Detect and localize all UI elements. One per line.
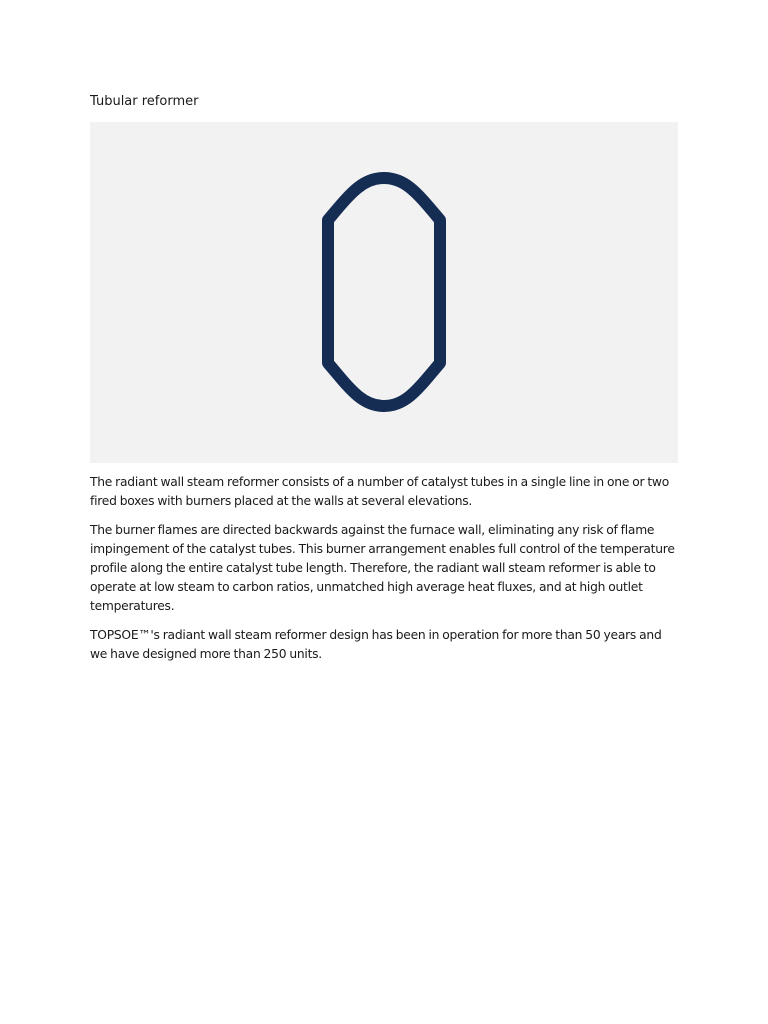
paragraph: The radiant wall steam reformer consists of a number of catalyst tubes in a single line in one or two fired boxes with burners placed at the walls at several elevations. — [90, 475, 669, 508]
paragraph: TOPSOE™'s radiant wall steam reformer design has been in operation for more than 50 years and we have designed more than 250 units. — [90, 628, 662, 661]
body-text — [90, 473, 680, 674]
tube-outline-shape — [328, 178, 440, 406]
tube-outline-icon — [90, 122, 678, 463]
paragraph: The burner flames are directed backwards against the furnace wall, eliminating any risk of flame impingement of the catalyst tubes. This burner arrangement enables full control of the temperature profile along the entire catalyst tube length. Therefore, the radiant wall steam reformer is able to operate at low steam to carbon ratios, unmatched high average heat fluxes, and at high outlet temperatures. — [90, 523, 675, 613]
reformer-figure — [90, 122, 678, 463]
section-title: Tubular reformer — [90, 94, 199, 109]
